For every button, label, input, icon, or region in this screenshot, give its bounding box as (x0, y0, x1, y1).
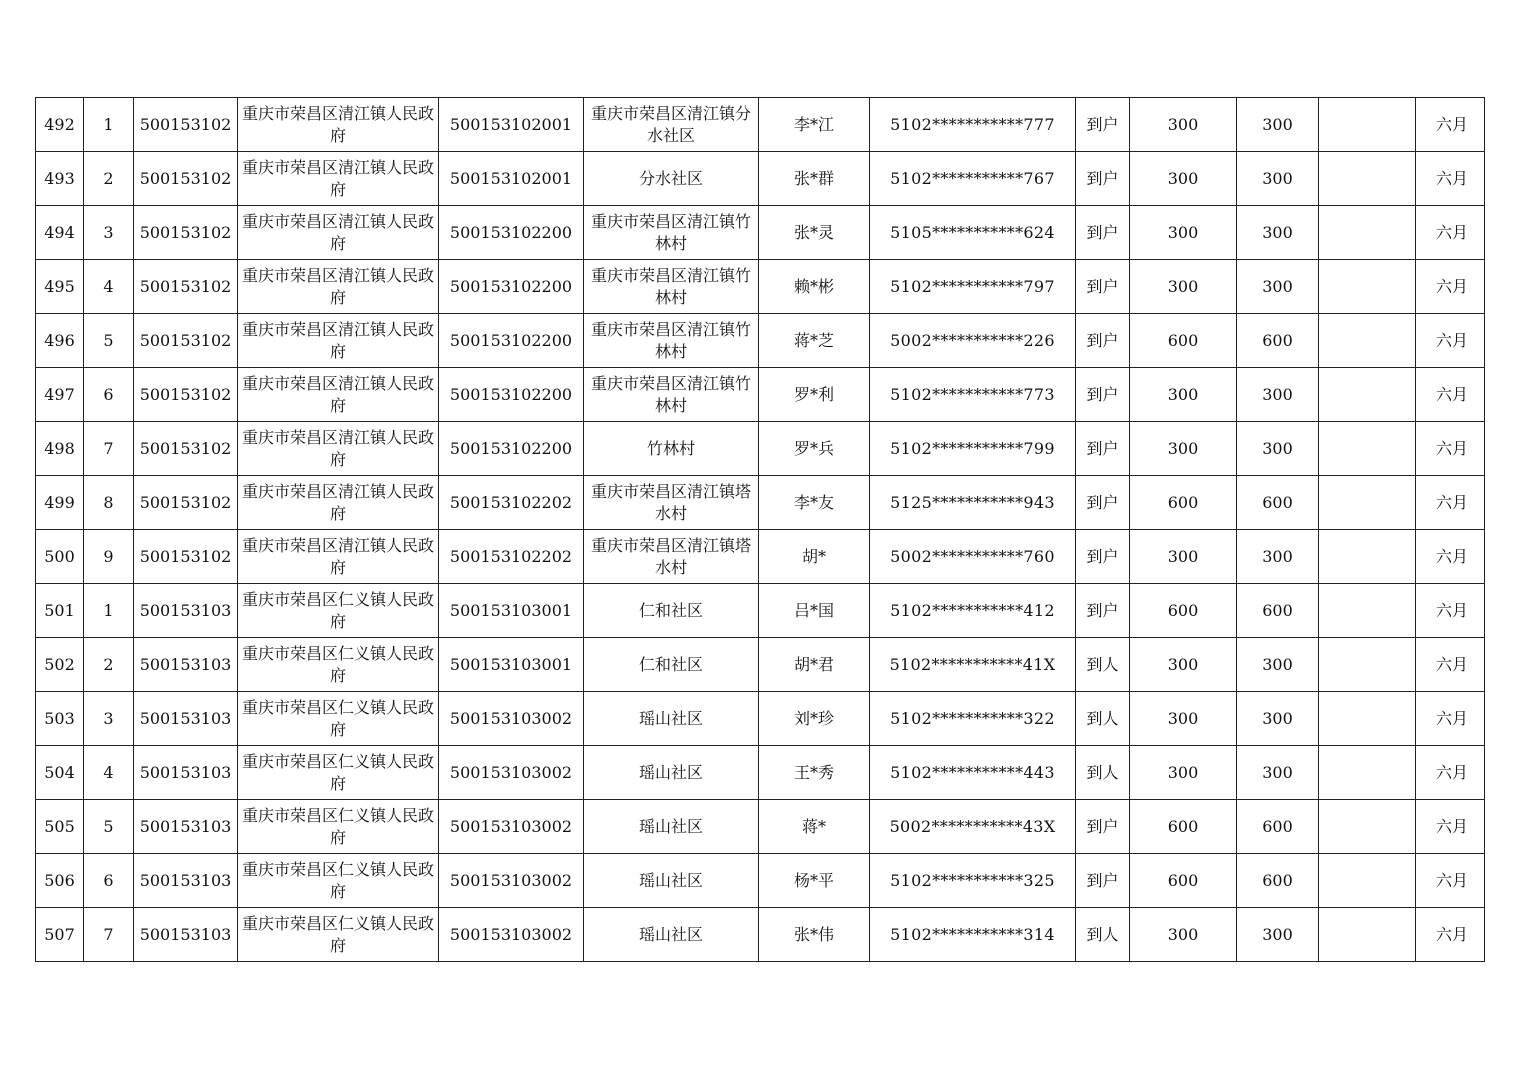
cell-amount-paid: 300 (1237, 530, 1319, 584)
cell-org-name: 重庆市荣昌区清江镇人民政府 (238, 476, 439, 530)
table-body (36, 98, 1485, 962)
cell-month (1416, 98, 1485, 152)
cell-payment-type: 到户 (1076, 530, 1130, 584)
cell-unit-code: 500153103002 (439, 746, 584, 800)
cell-note (1319, 422, 1416, 476)
cell-unit-name: 重庆市荣昌区清江镇塔水村 (584, 476, 759, 530)
cell-unit-code: 500153102202 (439, 530, 584, 584)
cell-month (1416, 422, 1485, 476)
month-label: 六月 (1435, 924, 1468, 944)
cell-org-name: 重庆市荣昌区清江镇人民政府 (238, 98, 439, 152)
cell-unit-code: 500153102200 (439, 422, 584, 476)
cell-payment-type: 到人 (1076, 746, 1130, 800)
cell-amount: 300 (1130, 206, 1237, 260)
cell-payment-type: 到人 (1076, 692, 1130, 746)
cell-seq: 499 (36, 476, 84, 530)
cell-index: 2 (84, 152, 134, 206)
cell-id-number: 5102***********314 (870, 908, 1076, 962)
table-row (36, 692, 1485, 746)
cell-note (1319, 908, 1416, 962)
cell-org-code: 500153103 (134, 746, 238, 800)
cell-id-number: 5002***********226 (870, 314, 1076, 368)
cell-index: 8 (84, 476, 134, 530)
cell-note (1319, 692, 1416, 746)
cell-person-name: 赖*彬 (759, 260, 870, 314)
cell-org-name: 重庆市荣昌区清江镇人民政府 (238, 206, 439, 260)
table-row (36, 584, 1485, 638)
cell-unit-name: 重庆市荣昌区清江镇塔水村 (584, 530, 759, 584)
cell-amount: 300 (1130, 908, 1237, 962)
cell-note (1319, 746, 1416, 800)
month-label: 六月 (1435, 708, 1468, 728)
cell-note (1319, 152, 1416, 206)
cell-note (1319, 368, 1416, 422)
cell-amount: 300 (1130, 260, 1237, 314)
cell-index: 4 (84, 746, 134, 800)
table-row (36, 476, 1485, 530)
cell-seq: 495 (36, 260, 84, 314)
cell-payment-type: 到户 (1076, 314, 1130, 368)
cell-amount: 300 (1130, 152, 1237, 206)
cell-amount: 300 (1130, 530, 1237, 584)
cell-org-code: 500153103 (134, 638, 238, 692)
table-row (36, 800, 1485, 854)
cell-amount: 600 (1130, 476, 1237, 530)
cell-seq: 503 (36, 692, 84, 746)
cell-index: 6 (84, 368, 134, 422)
cell-org-name: 重庆市荣昌区仁义镇人民政府 (238, 692, 439, 746)
cell-payment-type: 到户 (1076, 422, 1130, 476)
table-row (36, 260, 1485, 314)
cell-seq: 505 (36, 800, 84, 854)
cell-org-code: 500153102 (134, 422, 238, 476)
cell-id-number: 5002***********43X (870, 800, 1076, 854)
cell-id-number: 5125***********943 (870, 476, 1076, 530)
month-label: 六月 (1435, 168, 1468, 188)
cell-person-name: 吕*国 (759, 584, 870, 638)
table-row (36, 368, 1485, 422)
cell-id-number: 5102***********797 (870, 260, 1076, 314)
cell-person-name: 张*灵 (759, 206, 870, 260)
cell-note (1319, 800, 1416, 854)
cell-org-code: 500153102 (134, 260, 238, 314)
cell-id-number: 5102***********777 (870, 98, 1076, 152)
cell-org-code: 500153102 (134, 530, 238, 584)
cell-index: 1 (84, 98, 134, 152)
cell-payment-type: 到户 (1076, 152, 1130, 206)
month-label: 六月 (1435, 816, 1468, 836)
cell-amount: 300 (1130, 746, 1237, 800)
table-row (36, 638, 1485, 692)
cell-amount-paid: 300 (1237, 908, 1319, 962)
cell-index: 6 (84, 854, 134, 908)
cell-seq: 507 (36, 908, 84, 962)
cell-note (1319, 584, 1416, 638)
cell-unit-name: 重庆市荣昌区清江镇竹林村 (584, 260, 759, 314)
cell-amount-paid: 600 (1237, 800, 1319, 854)
cell-org-code: 500153102 (134, 206, 238, 260)
cell-seq: 501 (36, 584, 84, 638)
cell-seq: 506 (36, 854, 84, 908)
table-row (36, 854, 1485, 908)
cell-month (1416, 638, 1485, 692)
cell-payment-type: 到户 (1076, 260, 1130, 314)
cell-month (1416, 584, 1485, 638)
table-row (36, 746, 1485, 800)
data-table (35, 97, 1485, 962)
cell-amount-paid: 600 (1237, 584, 1319, 638)
cell-id-number: 5102***********322 (870, 692, 1076, 746)
cell-note (1319, 314, 1416, 368)
cell-amount-paid: 600 (1237, 854, 1319, 908)
month-label: 六月 (1435, 114, 1468, 134)
cell-person-name: 刘*珍 (759, 692, 870, 746)
cell-amount: 600 (1130, 854, 1237, 908)
cell-index: 7 (84, 422, 134, 476)
cell-month (1416, 800, 1485, 854)
cell-index: 4 (84, 260, 134, 314)
cell-unit-name: 重庆市荣昌区清江镇竹林村 (584, 314, 759, 368)
cell-unit-name: 分水社区 (584, 152, 759, 206)
cell-payment-type: 到户 (1076, 800, 1130, 854)
cell-unit-name: 瑶山社区 (584, 908, 759, 962)
cell-amount: 300 (1130, 638, 1237, 692)
cell-month (1416, 314, 1485, 368)
month-label: 六月 (1435, 654, 1468, 674)
cell-org-code: 500153102 (134, 98, 238, 152)
cell-person-name: 王*秀 (759, 746, 870, 800)
table-row (36, 908, 1485, 962)
cell-index: 3 (84, 692, 134, 746)
cell-org-code: 500153103 (134, 584, 238, 638)
table-row (36, 422, 1485, 476)
cell-amount: 600 (1130, 800, 1237, 854)
cell-amount-paid: 300 (1237, 746, 1319, 800)
table-row (36, 98, 1485, 152)
table-row (36, 152, 1485, 206)
cell-person-name: 胡*君 (759, 638, 870, 692)
cell-seq: 500 (36, 530, 84, 584)
cell-org-name: 重庆市荣昌区仁义镇人民政府 (238, 854, 439, 908)
cell-amount: 300 (1130, 422, 1237, 476)
cell-index: 1 (84, 584, 134, 638)
cell-amount: 300 (1130, 368, 1237, 422)
cell-person-name: 蒋* (759, 800, 870, 854)
cell-amount-paid: 300 (1237, 422, 1319, 476)
cell-payment-type: 到户 (1076, 854, 1130, 908)
cell-person-name: 蒋*芝 (759, 314, 870, 368)
cell-unit-code: 500153102001 (439, 152, 584, 206)
cell-id-number: 5102***********773 (870, 368, 1076, 422)
cell-unit-code: 500153102200 (439, 260, 584, 314)
cell-payment-type: 到户 (1076, 368, 1130, 422)
cell-amount-paid: 300 (1237, 152, 1319, 206)
cell-amount-paid: 300 (1237, 638, 1319, 692)
cell-unit-name: 竹林村 (584, 422, 759, 476)
cell-unit-code: 500153103002 (439, 692, 584, 746)
cell-note (1319, 260, 1416, 314)
cell-id-number: 5102***********325 (870, 854, 1076, 908)
month-label: 六月 (1435, 222, 1468, 242)
cell-org-code: 500153103 (134, 854, 238, 908)
cell-person-name: 李*友 (759, 476, 870, 530)
cell-unit-name: 瑶山社区 (584, 854, 759, 908)
cell-unit-code: 500153102200 (439, 314, 584, 368)
cell-note (1319, 854, 1416, 908)
cell-org-name: 重庆市荣昌区清江镇人民政府 (238, 422, 439, 476)
cell-unit-code: 500153102202 (439, 476, 584, 530)
cell-amount-paid: 300 (1237, 692, 1319, 746)
cell-seq: 496 (36, 314, 84, 368)
cell-seq: 494 (36, 206, 84, 260)
cell-seq: 502 (36, 638, 84, 692)
cell-org-code: 500153102 (134, 152, 238, 206)
cell-payment-type: 到户 (1076, 206, 1130, 260)
cell-org-name: 重庆市荣昌区清江镇人民政府 (238, 530, 439, 584)
cell-unit-name: 瑶山社区 (584, 800, 759, 854)
cell-amount-paid: 300 (1237, 260, 1319, 314)
cell-org-name: 重庆市荣昌区仁义镇人民政府 (238, 908, 439, 962)
cell-amount: 300 (1130, 692, 1237, 746)
cell-org-name: 重庆市荣昌区仁义镇人民政府 (238, 638, 439, 692)
cell-month (1416, 368, 1485, 422)
cell-month (1416, 854, 1485, 908)
cell-org-name: 重庆市荣昌区仁义镇人民政府 (238, 800, 439, 854)
cell-seq: 493 (36, 152, 84, 206)
cell-unit-code: 500153102200 (439, 368, 584, 422)
cell-id-number: 5102***********443 (870, 746, 1076, 800)
cell-index: 9 (84, 530, 134, 584)
cell-seq: 504 (36, 746, 84, 800)
table-row (36, 314, 1485, 368)
cell-amount-paid: 300 (1237, 368, 1319, 422)
cell-month (1416, 260, 1485, 314)
cell-person-name: 胡* (759, 530, 870, 584)
cell-month (1416, 152, 1485, 206)
cell-unit-name: 重庆市荣昌区清江镇竹林村 (584, 206, 759, 260)
month-label: 六月 (1435, 384, 1468, 404)
cell-org-code: 500153103 (134, 692, 238, 746)
cell-org-name: 重庆市荣昌区仁义镇人民政府 (238, 746, 439, 800)
cell-unit-code: 500153103001 (439, 638, 584, 692)
cell-month (1416, 206, 1485, 260)
cell-id-number: 5105***********624 (870, 206, 1076, 260)
month-label: 六月 (1435, 546, 1468, 566)
cell-index: 2 (84, 638, 134, 692)
cell-person-name: 罗*兵 (759, 422, 870, 476)
cell-unit-code: 500153103002 (439, 854, 584, 908)
cell-id-number: 5102***********799 (870, 422, 1076, 476)
cell-seq: 492 (36, 98, 84, 152)
cell-person-name: 李*江 (759, 98, 870, 152)
cell-amount: 300 (1130, 98, 1237, 152)
month-label: 六月 (1435, 330, 1468, 350)
cell-index: 5 (84, 800, 134, 854)
month-label: 六月 (1435, 492, 1468, 512)
cell-unit-code: 500153103002 (439, 800, 584, 854)
cell-unit-name: 重庆市荣昌区清江镇竹林村 (584, 368, 759, 422)
cell-note (1319, 530, 1416, 584)
cell-seq: 497 (36, 368, 84, 422)
month-label: 六月 (1435, 276, 1468, 296)
month-label: 六月 (1435, 438, 1468, 458)
cell-amount: 600 (1130, 314, 1237, 368)
cell-org-name: 重庆市荣昌区清江镇人民政府 (238, 368, 439, 422)
cell-person-name: 张*群 (759, 152, 870, 206)
cell-org-code: 500153102 (134, 476, 238, 530)
cell-org-name: 重庆市荣昌区清江镇人民政府 (238, 260, 439, 314)
cell-month (1416, 908, 1485, 962)
cell-month (1416, 530, 1485, 584)
cell-amount-paid: 300 (1237, 206, 1319, 260)
cell-id-number: 5102***********41X (870, 638, 1076, 692)
cell-org-code: 500153103 (134, 800, 238, 854)
cell-index: 5 (84, 314, 134, 368)
cell-month (1416, 692, 1485, 746)
cell-unit-name: 瑶山社区 (584, 692, 759, 746)
table-row (36, 530, 1485, 584)
cell-unit-name: 仁和社区 (584, 584, 759, 638)
cell-org-name: 重庆市荣昌区清江镇人民政府 (238, 152, 439, 206)
cell-person-name: 罗*利 (759, 368, 870, 422)
month-label: 六月 (1435, 870, 1468, 890)
cell-seq: 498 (36, 422, 84, 476)
cell-org-code: 500153102 (134, 368, 238, 422)
cell-id-number: 5002***********760 (870, 530, 1076, 584)
cell-note (1319, 476, 1416, 530)
cell-note (1319, 206, 1416, 260)
cell-month (1416, 476, 1485, 530)
cell-unit-name: 瑶山社区 (584, 746, 759, 800)
cell-unit-code: 500153102001 (439, 98, 584, 152)
cell-id-number: 5102***********767 (870, 152, 1076, 206)
cell-note (1319, 98, 1416, 152)
cell-payment-type: 到户 (1076, 584, 1130, 638)
cell-person-name: 杨*平 (759, 854, 870, 908)
cell-payment-type: 到户 (1076, 476, 1130, 530)
cell-unit-code: 500153103002 (439, 908, 584, 962)
cell-index: 7 (84, 908, 134, 962)
cell-payment-type: 到户 (1076, 98, 1130, 152)
month-label: 六月 (1435, 600, 1468, 620)
cell-org-name: 重庆市荣昌区仁义镇人民政府 (238, 584, 439, 638)
cell-note (1319, 638, 1416, 692)
cell-org-code: 500153102 (134, 314, 238, 368)
cell-payment-type: 到人 (1076, 908, 1130, 962)
cell-unit-name: 仁和社区 (584, 638, 759, 692)
cell-payment-type: 到人 (1076, 638, 1130, 692)
cell-unit-code: 500153102200 (439, 206, 584, 260)
cell-org-code: 500153103 (134, 908, 238, 962)
cell-person-name: 张*伟 (759, 908, 870, 962)
table-row (36, 206, 1485, 260)
cell-index: 3 (84, 206, 134, 260)
cell-id-number: 5102***********412 (870, 584, 1076, 638)
cell-amount: 600 (1130, 584, 1237, 638)
cell-month (1416, 746, 1485, 800)
cell-org-name: 重庆市荣昌区清江镇人民政府 (238, 314, 439, 368)
cell-amount-paid: 600 (1237, 476, 1319, 530)
cell-amount-paid: 600 (1237, 314, 1319, 368)
cell-unit-code: 500153103001 (439, 584, 584, 638)
month-label: 六月 (1435, 762, 1468, 782)
cell-unit-name: 重庆市荣昌区清江镇分水社区 (584, 98, 759, 152)
cell-amount-paid: 300 (1237, 98, 1319, 152)
